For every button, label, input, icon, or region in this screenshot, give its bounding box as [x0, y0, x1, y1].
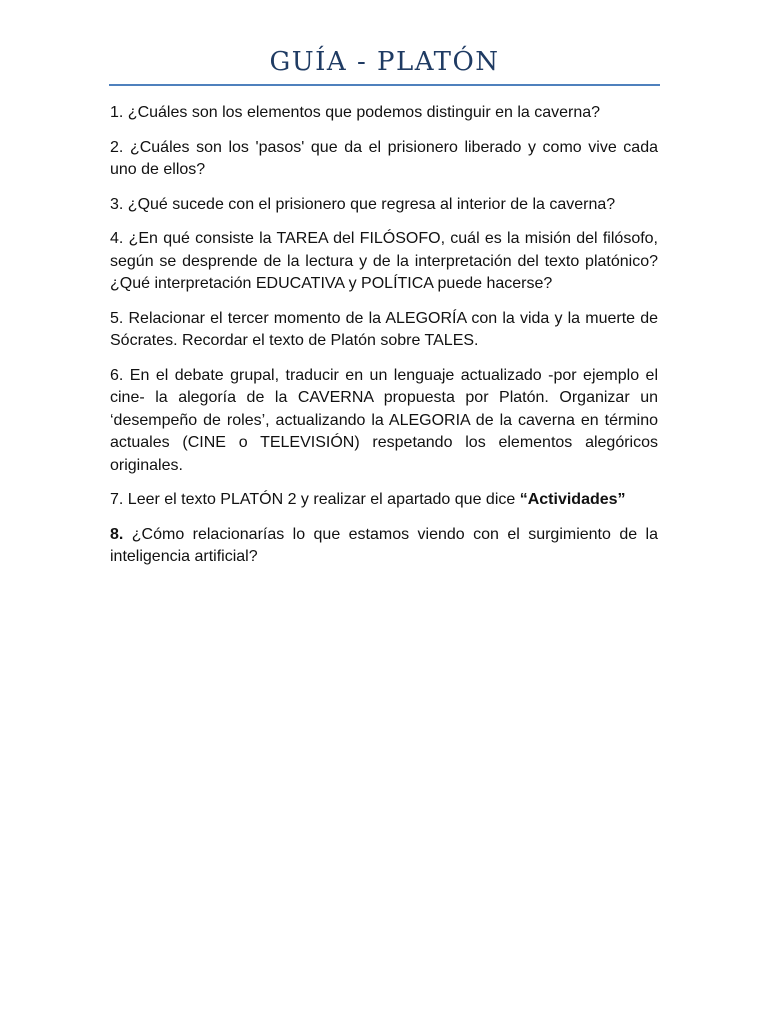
question-2 [110, 137, 658, 182]
question-5-text: Relacionar el tercer momento de la ALEGORÍA con la vida y la muerte de Sócrates. Recordar el texto de Platón sobre TALES. [110, 309, 658, 349]
question-3 [110, 194, 658, 217]
question-7-number: 7. [110, 491, 124, 508]
question-list [110, 102, 658, 581]
question-4-text: ¿En qué consiste la TAREA del FILÓSOFO, cuál es la misión del filósofo, según se desprende de la lectura y de la interpretación del texto platónico? ¿Qué interpretación EDUCATIVA y POLÍTICA puede hacerse? [110, 230, 658, 292]
question-4 [110, 228, 658, 296]
question-4-number: 4. [110, 230, 124, 247]
question-5-number: 5. [110, 309, 124, 327]
question-1-text: ¿Cuáles son los elementos que podemos distinguir en la caverna? [127, 104, 601, 121]
question-6-text: En el debate grupal, traducir en un lenguaje actualizado -por ejemplo el cine- la alegoría de la CAVERNA propuesta por Platón. Organizar un ‘desempeño de roles’, actualizando la ALEGORIA de la caverna en término actuales (CINE o TELEVISIÓN) respetando los elementos alegóricos originales. [110, 366, 658, 474]
question-8-number: 8. [110, 525, 124, 543]
question-6 [110, 365, 658, 478]
page-title: GUÍA - PLATÓN [269, 47, 500, 77]
question-8 [110, 524, 658, 569]
title-underline [109, 84, 660, 86]
question-5 [110, 308, 658, 353]
question-7 [110, 489, 658, 512]
question-2-text: ¿Cuáles son los 'pasos' que da el prisionero liberado y como vive cada uno de ellos? [110, 138, 658, 178]
question-7-text: Leer el texto PLATÓN 2 y realizar el apartado que dice [127, 491, 516, 508]
question-2-number: 2. [110, 138, 124, 156]
question-3-text: ¿Qué sucede con el prisionero que regresa al interior de la caverna? [127, 195, 616, 213]
question-8-text: ¿Cómo relacionarías lo que estamos viendo con el surgimiento de la inteligencia artificial? [110, 525, 658, 565]
question-6-number: 6. [110, 366, 124, 384]
question-1 [110, 102, 658, 125]
question-3-number: 3. [110, 195, 124, 213]
question-7-emphasis: “Actividades” [519, 491, 626, 508]
question-1-number: 1. [110, 104, 124, 121]
